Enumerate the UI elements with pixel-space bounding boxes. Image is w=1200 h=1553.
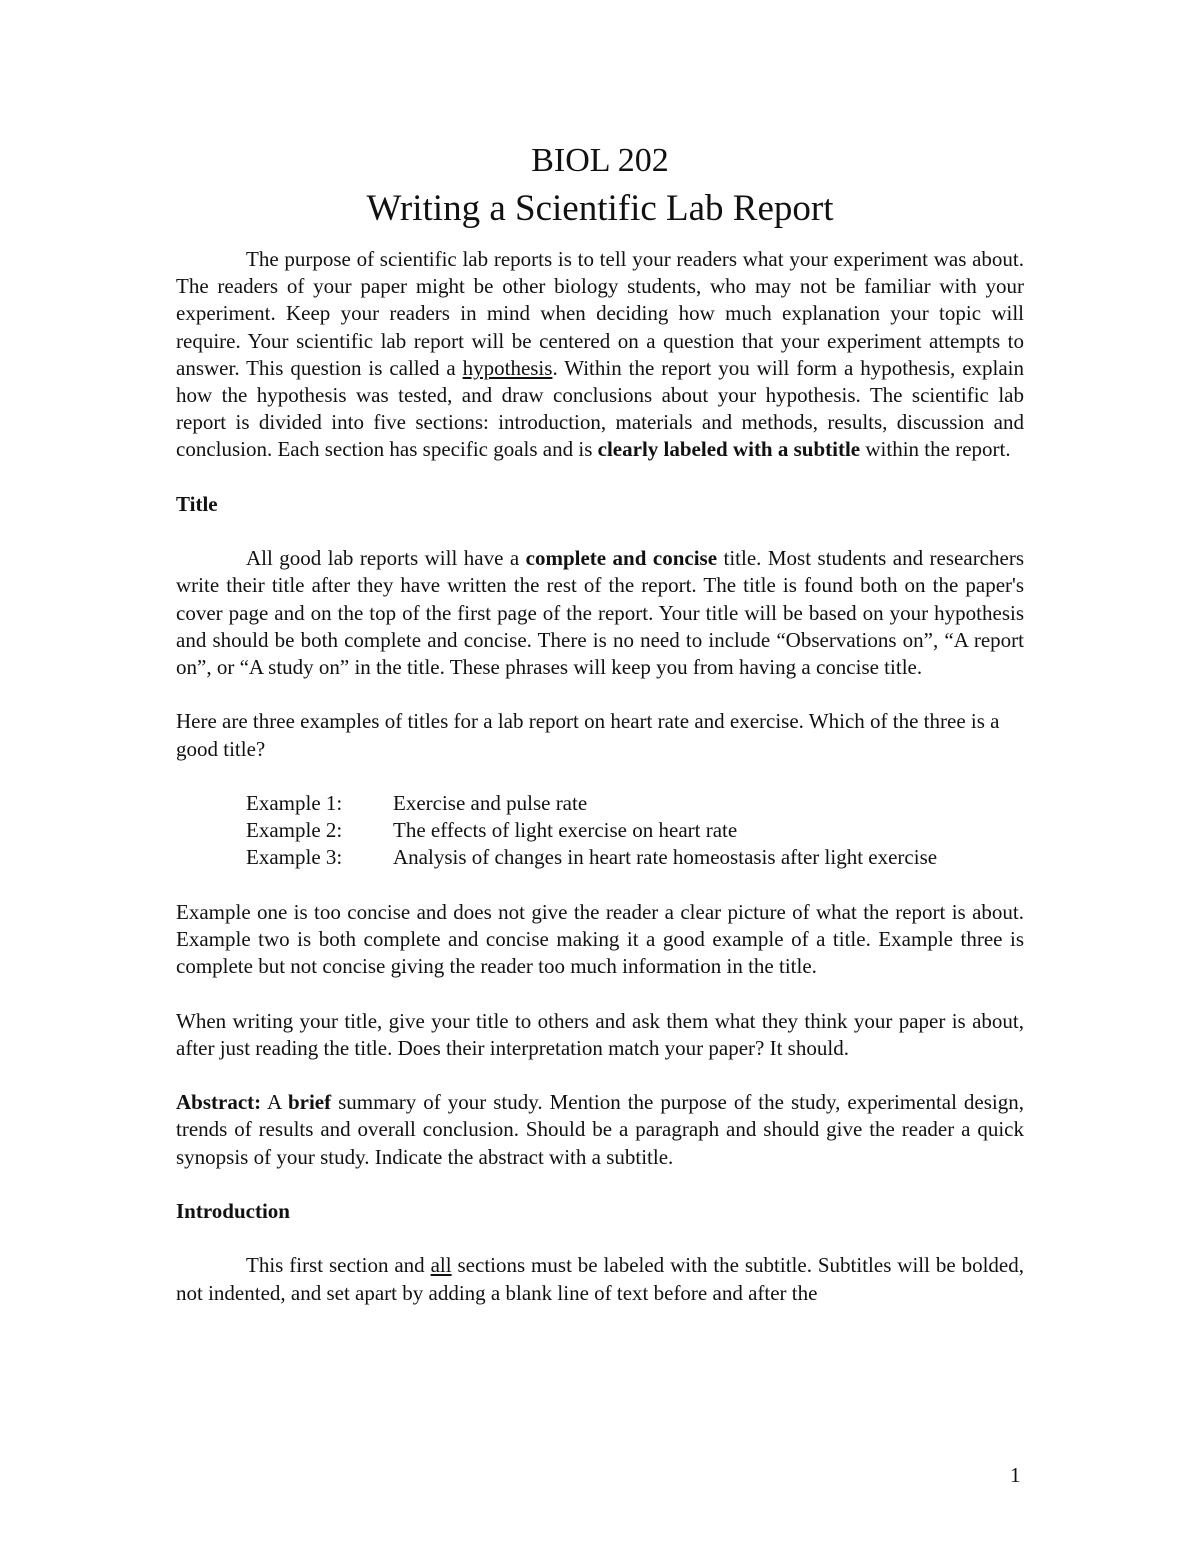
intro-bold-text: clearly labeled with a subtitle — [597, 437, 861, 462]
example-row-1 — [246, 790, 1024, 817]
blank-line — [176, 681, 1024, 708]
blank-line — [176, 1171, 1024, 1198]
section-heading-title: Title — [176, 491, 218, 516]
course-code: BIOL 202 — [531, 142, 669, 179]
document-page — [176, 138, 1024, 1307]
abstract-label: Abstract: — [176, 1090, 262, 1115]
intro-text-c: within the report. — [860, 437, 1011, 462]
blank-line — [176, 980, 1024, 1007]
title-block — [176, 138, 1024, 234]
introduction-paragraph — [176, 1252, 1024, 1306]
title-advice-paragraph: When writing your title, give your title to others and ask them what they think your paper is about, after just reading the title. Does their interpretation match your paper? It should. — [176, 1008, 1024, 1060]
title-text-b: title. Most students and researchers write their title after they have written the rest of the report. The title is found both on the paper's cover page and on the top of the first page of the report. Your title will be based on your hypothesis and should be both complete and concise. There is no need to include “Observations on”, “A report on”, or “A study on” in the title. These phrases will keep you from having a concise title. — [176, 546, 1024, 680]
page-number: 1 — [1010, 1463, 1021, 1487]
title-paragraph — [176, 545, 1024, 681]
abstract-bold-text: brief — [287, 1090, 332, 1115]
example-label: Example 3: — [246, 845, 343, 870]
example-label: Example 2: — [246, 818, 343, 843]
examples-list — [246, 790, 1024, 872]
introduction-text-a: This first section and — [246, 1253, 431, 1278]
examples-discussion-paragraph: Example one is too concise and does not give the reader a clear picture of what the report is about. Example two is both complete and concise making it a good example of a title. Example three is complete but not concise giving the reader too much information in the title. — [176, 899, 1024, 979]
abstract-paragraph — [176, 1089, 1024, 1171]
intro-text-a: The purpose of scientific lab reports is to tell your readers what your experiment was about. The readers of your paper might be other biology students, who may not be familiar with your experiment. Keep your readers in mind when deciding how much explanation your topic will require. Your scientific lab report will be centered on a question that your experiment attempts to answer. This question is called a — [176, 247, 1024, 380]
blank-line — [176, 1225, 1024, 1252]
blank-line — [176, 763, 1024, 790]
intro-text-b: . Within the report you will form a hypothesis, explain how the hypothesis was tested, and draw conclusions about your hypothesis. The scientific lab report is divided into five sections: introduction, materials and methods, results, discussion and conclusion. Each section has specific goals and is — [176, 355, 1025, 462]
blank-line — [176, 872, 1024, 899]
blank-line — [176, 518, 1024, 545]
blank-line — [176, 1062, 1024, 1089]
example-text: Analysis of changes in heart rate homeostasis after light exercise — [393, 845, 938, 870]
example-row-3 — [246, 844, 1024, 871]
example-label: Example 1: — [246, 791, 343, 815]
document-title: Writing a Scientific Lab Report — [366, 188, 834, 229]
examples-intro-paragraph: Here are three examples of titles for a lab report on heart rate and exercise. Which of the three is a good title? — [176, 709, 1000, 761]
abstract-text-a: A — [261, 1090, 288, 1115]
example-row-2 — [246, 817, 1024, 844]
intro-paragraph — [176, 246, 1024, 464]
title-bold-text: complete and concise — [525, 546, 718, 571]
hypothesis-term: hypothesis — [462, 355, 553, 380]
abstract-text-b: summary of your study. Mention the purpose of the study, experimental design, trends of results and overall conclusion. Should be a paragraph and should give the reader a quick synopsis of your study. Indicate the abstract with a subtitle. — [176, 1090, 1024, 1169]
blank-line — [176, 464, 1024, 491]
introduction-text-b: sections must be labeled with the subtitle. Subtitles will be bolded, not indented, and set apart by adding a blank line of text before and after the — [176, 1253, 1024, 1305]
section-heading-introduction: Introduction — [176, 1198, 290, 1223]
all-term: all — [430, 1253, 452, 1278]
title-text-a: All good lab reports will have a — [246, 546, 526, 571]
example-text: The effects of light exercise on heart rate — [393, 818, 738, 843]
example-text: Exercise and pulse rate — [393, 791, 588, 815]
